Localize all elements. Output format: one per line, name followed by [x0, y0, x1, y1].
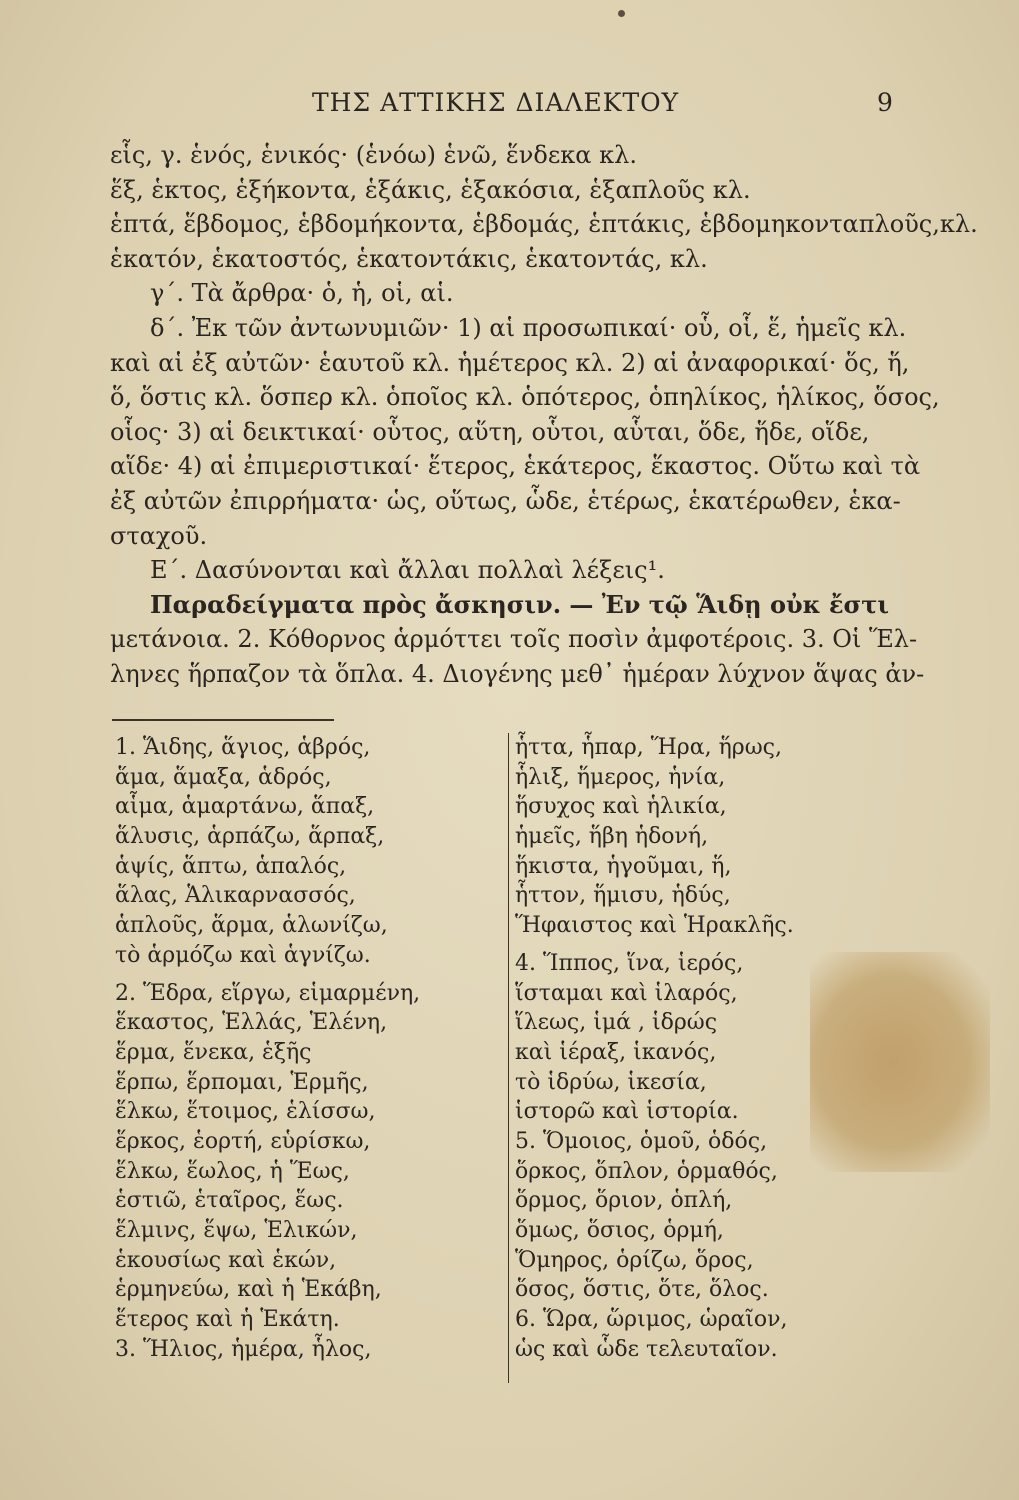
- text-line: ληνες ἥρπαζον τὰ ὅπλα. 4. Διογένης μεθ᾽ ἡμέραν λύχνον ἅψας ἀν-: [110, 659, 925, 688]
- footnote-line: ἧλιξ, ἥμερος, ἡνία,: [515, 764, 726, 790]
- footnote-line: 2. Ἕδρα, εἵργω, εἱμαρμένη,: [115, 980, 421, 1006]
- footnote-line: ἑρμηνεύω, καὶ ἡ Ἑκάβη,: [115, 1277, 382, 1303]
- spacer: [515, 941, 908, 949]
- footnote-line: ἧττον, ἥμισυ, ἡδύς,: [515, 883, 731, 909]
- footnote-line: ἕλκω, ἕωλος, ἡ Ἕως,: [115, 1158, 350, 1184]
- footnote-line: αἷμα, ἁμαρτάνω, ἅπαξ,: [115, 794, 375, 820]
- paper-stain: [810, 952, 990, 1172]
- footnote-line: ἕτερος καὶ ἡ Ἑκάτη.: [115, 1307, 340, 1333]
- footnote-line: τὸ ἁρμόζω καὶ ἁγνίζω.: [115, 942, 371, 968]
- text-line: αἵδε· 4) αἱ ἐπιμεριστικαί· ἕτερος, ἑκάτερος, ἕκαστος. Οὕτω καὶ τὰ: [110, 452, 921, 481]
- footnote-line: ἕρμα, ἕνεκα, ἑξῆς: [115, 1039, 312, 1065]
- text-line: ἕξ, ἑκτος, ἑξήκοντα, ἑξάκις, ἑξακόσια, ἑξαπλοῦς κλ.: [110, 175, 751, 204]
- footnote-line: ἅλας, Ἁλικαρνασσός,: [115, 883, 356, 909]
- footnote-line: ἅλυσις, ἁρπάζω, ἅρπαξ,: [115, 824, 385, 850]
- footnote-line: ἑκουσίως καὶ ἑκών,: [115, 1247, 337, 1273]
- page-header: [0, 88, 1019, 124]
- footnote-line: ἁψίς, ἅπτω, ἁπαλός,: [115, 853, 347, 879]
- page-number: 9: [877, 88, 893, 117]
- footnote-line: 5. Ὅμοιος, ὁμοῦ, ὁδός,: [515, 1128, 768, 1154]
- footnote-line: ἡμεῖς, ἥβη ἡδονή,: [515, 824, 709, 850]
- main-text: [110, 138, 978, 692]
- footnote-line: ἕρπω, ἕρπομαι, Ἑρμῆς,: [115, 1069, 369, 1095]
- footnote-line: ἑστιῶ, ἑταῖρος, ἕως.: [115, 1188, 344, 1214]
- footnote-column-left: [115, 733, 495, 1364]
- text-line: δ΄. Ἐκ τῶν ἀντωνυμιῶν· 1) αἱ προσωπικαί· οὗ, οἷ, ἕ, ἡμεῖς κλ.: [150, 313, 907, 342]
- text-line: οἷος· 3) αἱ δεικτικαί· οὗτος, αὕτη, οὗτοι, αὗται, ὅδε, ἥδε, οἵδε,: [110, 417, 870, 446]
- text-line: καὶ αἱ ἐξ αὐτῶν· ἑαυτοῦ κλ. ἡμέτερος κλ. 2) αἱ ἀναφορικαί· ὅς, ἥ,: [110, 348, 910, 377]
- text-line: εἷς, γ. ἑνός, ἑνικός· (ἑνόω) ἑνῶ, ἕνδεκα κλ.: [110, 141, 637, 169]
- text-line: ἐξ αὐτῶν ἐπιρρήματα· ὡς, οὕτως, ὧδε, ἑτέρως, ἑκατέρωθεν, ἑκα-: [110, 486, 901, 515]
- text-line: ἑπτά, ἕβδομος, ἑβδομήκοντα, ἑβδομάς, ἑπτάκις, ἑβδομηκονταπλοῦς,κλ.: [110, 210, 978, 239]
- footnote-line: ἕλμινς, ἕψω, Ἑλικών,: [115, 1218, 358, 1243]
- footnote-line: 3. Ἥλιος, ἡμέρα, ἧλος,: [115, 1336, 372, 1362]
- footnote-line: ὅμως, ὅσιος, ὁρμή,: [515, 1218, 724, 1243]
- footnotes: [115, 733, 915, 1383]
- section-heading: Ε΄. Δασύνονται καὶ ἄλλαι πολλαὶ λέξεις¹.: [150, 556, 665, 585]
- text-line: σταχοῦ.: [110, 521, 208, 550]
- footnote-line: ὡς καὶ ὧδε τελευταῖον.: [515, 1336, 778, 1362]
- footnote-line: ἕκαστος, Ἑλλάς, Ἑλένη,: [115, 1010, 388, 1036]
- footnote-line: ἵσταμαι καὶ ἱλαρός,: [515, 980, 738, 1006]
- text-line: μετάνοια. 2. Κόθορνος ἁρμόττει τοῖς ποσὶν ἀμφοτέροις. 3. Οἱ Ἕλ-: [110, 625, 918, 654]
- footnote-line: ὅρκος, ὅπλον, ὁρμαθός,: [515, 1158, 778, 1184]
- footnote-line: ἥσυχος καὶ ἡλικία,: [515, 794, 727, 820]
- footnote-line: ἧττα, ἧπαρ, Ἥρα, ἥρως,: [515, 735, 782, 760]
- footnote-line: ἥκιστα, ἡγοῦμαι, ἥ,: [515, 853, 732, 879]
- footnote-line: καὶ ἱέραξ, ἱκανός,: [515, 1039, 717, 1065]
- footnote-rule: [112, 719, 334, 721]
- footnote-line: ὅσος, ὅστις, ὅτε, ὅλος.: [515, 1277, 769, 1303]
- footnote-line: ἵλεως, ἱμά , ἱδρώς: [515, 1010, 718, 1036]
- footnote-line: ἕλκω, ἕτοιμος, ἑλίσσω,: [115, 1099, 376, 1125]
- footnote-line: ἱστορῶ καὶ ἱστορία.: [515, 1099, 739, 1125]
- footnote-line: Ὅμηρος, ὁρίζω, ὅρος,: [515, 1247, 754, 1273]
- ink-dot: [618, 10, 625, 17]
- text-line: ὅ, ὅστις κλ. ὅσπερ κλ. ὁποῖος κλ. ὁπότερος, ὁπηλίκος, ἡλίκος, ὅσος,: [110, 383, 940, 412]
- text-line: γ΄. Τὰ ἄρθρα· ὁ, ἡ, οἱ, αἱ.: [150, 279, 454, 308]
- exercise-heading: Παραδείγματα πρὸς ἄσκησιν. — Ἐν τῷ Ἅιδῃ οὐκ ἔστι: [150, 589, 889, 619]
- spacer: [115, 971, 495, 979]
- running-head: ΤΗΣ ΑΤΤΙΚΗΣ ΔΙΑΛΕΚΤΟΥ: [312, 88, 680, 117]
- footnote-line: 6. Ὥρα, ὥριμος, ὡραῖον,: [515, 1307, 788, 1333]
- footnote-line: 4. Ἵππος, ἵνα, ἱερός,: [515, 950, 744, 976]
- footnote-line: Ἥφαιστος καὶ Ἡρακλῆς.: [515, 913, 794, 939]
- footnote-line: ἅμα, ἅμαξα, ἁδρός,: [115, 764, 332, 790]
- footnote-line: ἕρκος, ἑορτή, εὑρίσκω,: [115, 1128, 371, 1154]
- footnote-line: τὸ ἱδρύω, ἱκεσία,: [515, 1069, 707, 1095]
- footnote-line: 1. Ἅιδης, ἅγιος, ἁβρός,: [115, 735, 371, 760]
- footnote-line: ἁπλοῦς, ἅρμα, ἁλωνίζω,: [115, 913, 388, 939]
- text-line: ἑκατόν, ἑκατοστός, ἑκατοντάκις, ἑκατοντάς, κλ.: [110, 244, 708, 273]
- footnote-line: ὅρμος, ὅριον, ὁπλή,: [515, 1188, 733, 1214]
